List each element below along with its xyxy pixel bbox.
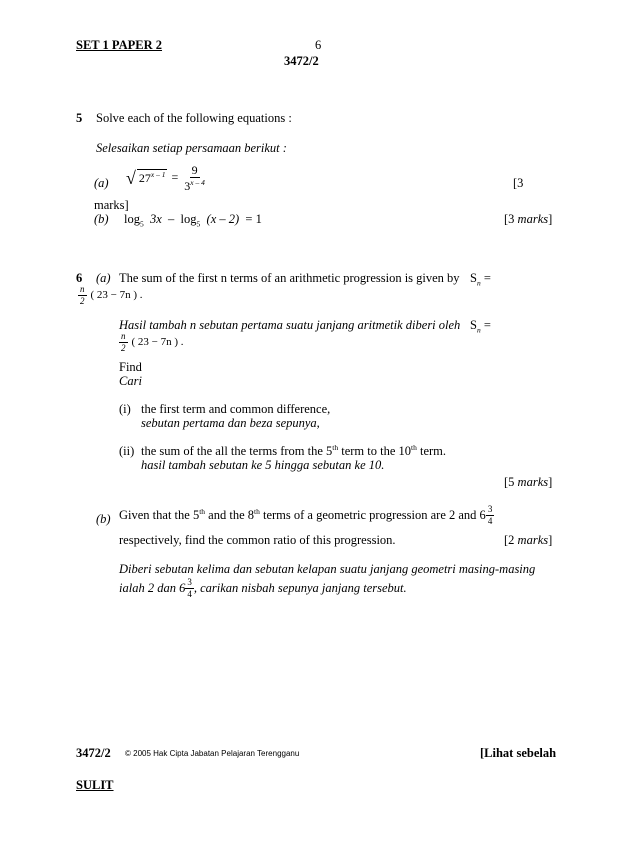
q5a-equals: = bbox=[171, 170, 179, 185]
q6a-i-ms: sebutan pertama dan beza sepunya, bbox=[141, 416, 320, 430]
q6a-ii-en-2: term to the 10 bbox=[338, 444, 412, 459]
q6a-marks-num: [5 bbox=[504, 475, 518, 489]
q6a-frac bbox=[78, 285, 87, 306]
q6a-frac-ms-num: n bbox=[121, 331, 126, 341]
q6b-marks-word: marks bbox=[517, 533, 549, 547]
q5b-log1: log bbox=[124, 212, 140, 226]
footer-copyright: © 2005 Hak Cipta Jabatan Pelajaran Terengganu bbox=[125, 749, 300, 758]
q5b-log2: log bbox=[180, 212, 197, 226]
q6a-frac-num: n bbox=[80, 284, 85, 294]
q5a-marks-part1: [3 bbox=[513, 176, 524, 190]
q6a-sn-sub: n bbox=[476, 278, 481, 288]
footer-sulit: SULIT bbox=[76, 778, 114, 792]
q6b-marks-num: [2 bbox=[504, 533, 518, 547]
q6a-ii-en-1: the sum of the all the terms from the 5 bbox=[141, 444, 333, 459]
q6b-text-3: terms of a geometric progression are 2 and 6 bbox=[259, 508, 486, 523]
q6b-line2: respectively, find the common ratio of this progression. bbox=[119, 533, 396, 547]
q5b-marks-word: marks bbox=[517, 212, 549, 226]
q5b-marks bbox=[504, 212, 552, 226]
q6a-i-label: (i) bbox=[119, 402, 131, 416]
q5b-label: (b) bbox=[94, 212, 109, 226]
q5b-base1: 5 bbox=[139, 219, 144, 229]
q6a-sn-ms-letter: S bbox=[470, 318, 477, 332]
q6b-mixed-den: 4 bbox=[487, 516, 493, 526]
q6a-marks-close: ] bbox=[548, 475, 553, 489]
q6a-formula bbox=[78, 285, 143, 306]
q6a-label: (a) bbox=[96, 271, 111, 285]
page-number: 6 bbox=[315, 38, 322, 52]
q5a-rhs-num: 9 bbox=[191, 163, 198, 177]
q5a-sqrt-base: 27 bbox=[138, 171, 151, 185]
q6a-sn-ms bbox=[470, 318, 491, 335]
q6b-line1 bbox=[119, 505, 494, 526]
q6a-sn bbox=[470, 271, 491, 288]
q6a-frac-ms-den: 2 bbox=[121, 343, 126, 353]
q5a-equation bbox=[126, 164, 207, 192]
q5b-equation bbox=[124, 212, 262, 229]
q5-prompt-ms: Selesaikan setiap persamaan berikut : bbox=[96, 141, 287, 155]
q5b-marks-num: [3 bbox=[504, 212, 518, 226]
q6b-ms-mixed-num: 3 bbox=[187, 577, 192, 587]
footer-paper-code: 3472/2 bbox=[76, 746, 111, 760]
q6a-ii-en-sup2: th bbox=[411, 443, 417, 452]
q5a-sqrt bbox=[126, 169, 167, 187]
q6b-label: (b) bbox=[96, 512, 111, 526]
q6b-ms-line1: Diberi sebutan kelima dan sebutan kelapan suatu janjang geometri masing-masing bbox=[119, 562, 536, 576]
q6b-ms-line2b: , carikan nisbah sepunya janjang tersebut. bbox=[193, 581, 407, 596]
q6a-sn-ms-sub: n bbox=[476, 325, 481, 335]
q6b-text-2: and the 8 bbox=[205, 508, 254, 523]
q6a-sn-ms-eq: = bbox=[483, 318, 491, 332]
q6b-mixed-num: 3 bbox=[487, 504, 493, 514]
q5a-sqrt-exp: x – 1 bbox=[150, 170, 166, 179]
q5b-minus: – bbox=[168, 212, 175, 226]
q6a-text-en: The sum of the first n terms of an arithmetic progression is given by bbox=[119, 271, 460, 285]
radical-sign-icon: √ bbox=[126, 168, 136, 188]
q6a-i-en: the first term and common difference, bbox=[141, 402, 331, 416]
q6b-marks bbox=[504, 533, 552, 547]
q6a-frac-ms bbox=[119, 332, 128, 353]
footer-next-page: [Lihat sebelah bbox=[480, 746, 557, 760]
q6b-ms-mixed-frac bbox=[185, 578, 194, 599]
q6b-ms-line2a: ialah 2 dan 6 bbox=[119, 581, 186, 596]
q5b-rhs: = 1 bbox=[245, 212, 262, 226]
q6b-sup1: th bbox=[199, 507, 206, 517]
q6a-expr-ms: ( 23 − 7n ) . bbox=[131, 336, 184, 349]
q6b-marks-close: ] bbox=[548, 533, 553, 547]
q5a-rhs-den-exp: x – 4 bbox=[190, 178, 205, 187]
q5b-marks-close: ] bbox=[548, 212, 553, 226]
q6a-expr: ( 23 − 7n ) . bbox=[90, 289, 143, 302]
q6a-ii-en-sup1: th bbox=[332, 443, 339, 452]
q5a-marks-part2: marks] bbox=[94, 198, 129, 212]
q6a-text-ms: Hasil tambah n sebutan pertama suatu janjang aritmetik diberi oleh bbox=[119, 318, 461, 332]
q6b-mixed-frac bbox=[486, 505, 495, 526]
q6b-sup2: th bbox=[254, 507, 260, 517]
q6-number: 6 bbox=[76, 271, 83, 285]
q5a-rhs-den-base: 3 bbox=[184, 179, 191, 193]
q6a-ii-en-3: term. bbox=[416, 444, 447, 459]
q6a-ii-en bbox=[141, 444, 446, 459]
q6b-ms-line2 bbox=[119, 578, 407, 599]
q6b-ms-mixed-den: 4 bbox=[187, 589, 192, 599]
q6a-formula-ms bbox=[119, 332, 184, 353]
q5a-label: (a) bbox=[94, 176, 109, 190]
q5b-arg2: (x – 2) bbox=[206, 212, 240, 226]
q6a-sn-letter: S bbox=[470, 271, 477, 285]
q5-number: 5 bbox=[76, 111, 83, 125]
q5b-arg1: 3x bbox=[149, 212, 162, 226]
q6a-sn-eq: = bbox=[483, 271, 491, 285]
header-set-label: SET 1 PAPER 2 bbox=[76, 38, 163, 52]
q6a-ii-label: (ii) bbox=[119, 444, 135, 458]
q6a-marks-word: marks bbox=[517, 475, 549, 489]
q5a-rhs-fraction bbox=[182, 164, 207, 192]
q6a-find-ms: Cari bbox=[119, 374, 142, 388]
q6a-frac-den: 2 bbox=[80, 296, 85, 306]
q6b-text-1: Given that the 5 bbox=[119, 508, 200, 523]
q5b-base2: 5 bbox=[196, 219, 201, 229]
q6a-ii-ms: hasil tambah sebutan ke 5 hingga sebutan ke 10. bbox=[141, 458, 385, 472]
q6a-find-en: Find bbox=[119, 360, 142, 374]
q6a-marks bbox=[504, 475, 552, 489]
q5-prompt-en: Solve each of the following equations : bbox=[96, 111, 292, 125]
header-paper-code: 3472/2 bbox=[284, 54, 319, 68]
